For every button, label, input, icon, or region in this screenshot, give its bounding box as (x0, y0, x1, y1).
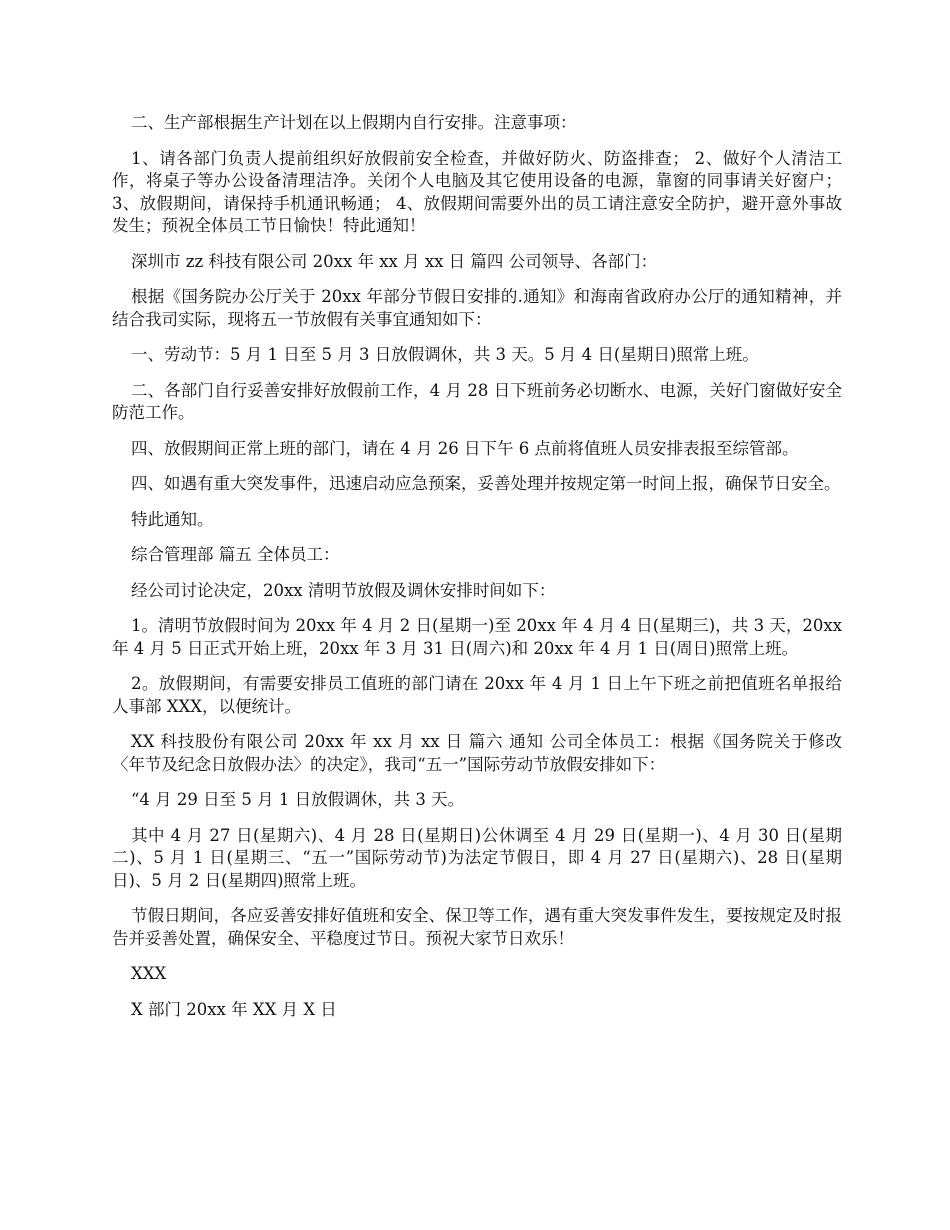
paragraph-may-day-dates: “4 月 29 日至 5 月 1 日放假调休，共 3 天。 (131, 790, 465, 809)
paragraph-signature-date: X 部门 20xx 年 XX 月 X 日 (131, 999, 337, 1019)
paragraph-section-five-header: 综合管理部 篇五 全体员工： (131, 545, 340, 564)
paragraph-production-arrangement: 二、生产部根据生产计划在以上假期内自行安排。注意事项： (131, 113, 577, 132)
paragraph-qingming-intro: 经公司讨论决定，20xx 清明节放假及调休安排时间如下： (131, 580, 556, 600)
document-body (112, 112, 842, 1034)
paragraph-section-six-header: XX 科技股份有限公司 20xx 年 xx 月 xx 日 篇六 通知 公司全体员工：根据《国务院关于修改〈年节及纪念日放假办法〉的决定》，我司“五一”国际劳动节放假安排如下： (112, 732, 842, 774)
paragraph-qingming-duty: 2。放假期间，有需要安排员工值班的部门请在 20xx 年 4 月 1 日上午下班之前把值班名单报给人事部 XXX，以便统计。 (112, 674, 842, 716)
paragraph-notice-basis: 根据《国务院办公厅关于 20xx 年部分节假日安排的.通知》和海南省政府办公厅的通知精神，并结合我司实际，现将五一节放假有关事宜通知如下： (112, 287, 842, 329)
paragraph-emergency: 四、如遇有重大突发事件，迅速启动应急预案，妥善处理并按规定第一时间上报，确保节日安全。 (131, 474, 841, 493)
paragraph-precautions: 1、请各部门负责人提前组织好放假前安全检查，并做好防火、防盗排查； 2、做好个人清洁工作，将桌子等办公设备清理洁净。关闭个人电脑及其它使用设备的电源，靠窗的同事请关好窗户； 3、放假期间，请保持手机通讯畅通； 4、放假期间需要外出的员工请注意安全防护，避开意外事故发生；预祝全体员工节日愉快！特此通知！ (112, 148, 842, 235)
paragraph-signature-section-four: 深圳市 zz 科技有限公司 20xx 年 xx 月 xx 日 篇四 公司领导、各部门： (131, 251, 658, 271)
paragraph-labor-day-schedule: 一、劳动节：5 月 1 日至 5 月 3 日放假调休，共 3 天。5 月 4 日(星期日)照常上班。 (131, 345, 759, 364)
paragraph-duty-roster: 四、放假期间正常上班的部门，请在 4 月 26 日下午 6 点前将值班人员安排表报至综管部。 (131, 438, 799, 458)
paragraph-pre-holiday-work: 二、各部门自行妥善安排好放假前工作，4 月 28 日下班前务必切断水、电源，关好门窗做好安全防范工作。 (112, 380, 842, 422)
paragraph-qingming-schedule: 1。清明节放假时间为 20xx 年 4 月 2 日(星期一)至 20xx 年 4 月 4 日(星期三)，共 3 天，20xx 年 4 月 5 日正式开始上班，20xx 年 3 月 31 日(周六)和 20xx 年 4 月 1 日(周日)照常上班。 (112, 616, 842, 658)
paragraph-notice-closing: 特此通知。 (131, 509, 214, 529)
paragraph-signature-name: XXX (131, 964, 167, 983)
paragraph-holiday-safety: 节假日期间，各应妥善安排好值班和安全、保卫等工作，遇有重大突发事件发生，要按规定及时报告并妥善处置，确保安全、平稳度过节日。预祝大家节日欢乐！ (112, 906, 842, 948)
paragraph-may-day-details: 其中 4 月 27 日(星期六)、4 月 28 日(星期日)公休调至 4 月 29 日(星期一)、4 月 30 日(星期二)、5 月 1 日(星期三、“五一”国际劳动节)为法定节假日，即 4 月 27 日(星期六)、28 日(星期日)、5 月 2 日(星期四)照常上班。 (112, 825, 842, 890)
